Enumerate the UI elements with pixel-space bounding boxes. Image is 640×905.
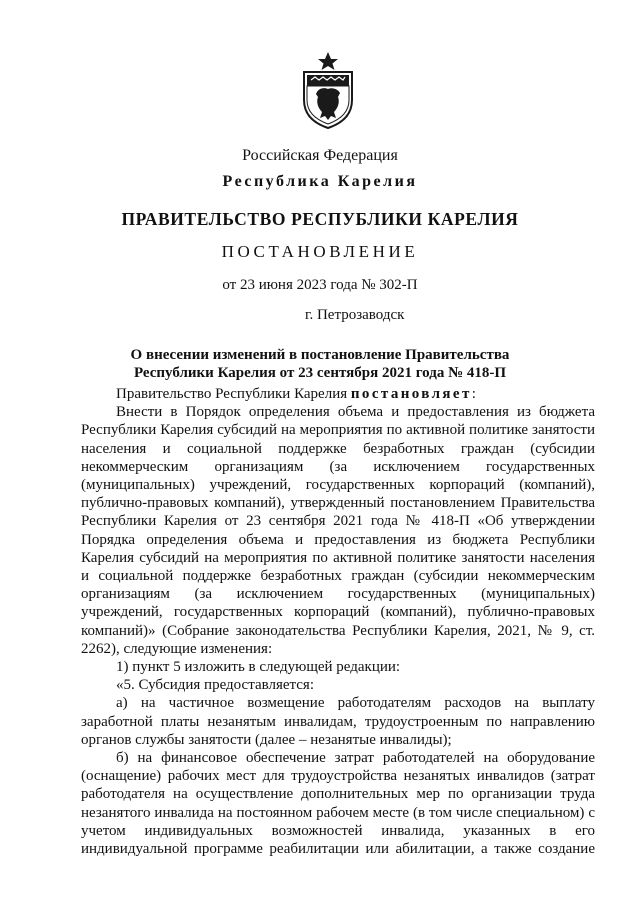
coat-of-arms-icon (298, 50, 358, 130)
city: г. Петрозаводск (305, 307, 405, 323)
intro-text: Правительство Республики Карелия (116, 386, 351, 402)
date-number: от 23 июня 2023 года № 302-П (222, 277, 418, 293)
intro-paragraph (81, 385, 595, 403)
paragraph-subpoint-b: б) на финансовое обеспечение затрат работодателей на оборудование (оснащение) рабочих мест для трудоустройства незанятых инвалидов (затрат работодателя на осуществление дополнительных мер по организации труда незанятого инвалида на постоянном рабочем месте (в том числе специальном) с учетом индивидуальных возможностей инвалида, указанных в его индивидуальной программе реабилитации или абилитации, а также создание (81, 750, 595, 858)
government-name: ПРАВИТЕЛЬСТВО РЕСПУБЛИКИ КАРЕЛИЯ (121, 209, 519, 229)
document-body (81, 385, 595, 858)
paragraph-main: Внести в Порядок определения объема и предоставления из бюджета Республики Карелия субсидий на мероприятия по активной политике занятости населения и социальной поддержке безработных граждан (субсидии некоммерческим организациям (за исключением государственных (муниципальных) учреждений, государственных корпораций (компаний), публично-правовых компаний), утвержденный постановлением Правительства Республики Карелия от 23 сентября 2021 года № 418-П «Об утверждении Порядка определения объема и предоставления из бюджета Республики Карелия субсидий на мероприятия по активной политике занятости населения и социальной поддержке безработных граждан (субсидии некоммерческим организациям (за исключением государственных (муниципальных) учреждений, государственных корпораций (компаний), публично-правовых компаний)» (Собрание законодательства Республики Карелия, 2021, № 9, ст. 2262), следующие изменения: (81, 404, 595, 657)
republic-name: Республика Карелия (222, 173, 418, 190)
paragraph-point-5: «5. Субсидия предоставляется: (116, 677, 314, 694)
title-line-2: Республики Карелия от 23 сентября 2021 года № 418-П (133, 365, 507, 381)
paragraph-subpoint-a: а) на частичное возмещение работодателям расходов на выплату заработной платы незанятым инвалидам, трудоустроенным по направлению органов службы занятости (далее – незанятые инвалиды); (81, 695, 595, 748)
resolves-word: постановляет (350, 386, 472, 402)
document-type: ПОСТАНОВЛЕНИЕ (221, 242, 419, 261)
intro-colon: : (471, 386, 476, 402)
paragraph-item-1: 1) пункт 5 изложить в следующей редакции: (116, 659, 401, 676)
title-line-1: О внесении изменений в постановление Правительства (130, 347, 510, 363)
country-name: Российская Федерация (242, 147, 398, 164)
document-title (0, 346, 640, 382)
